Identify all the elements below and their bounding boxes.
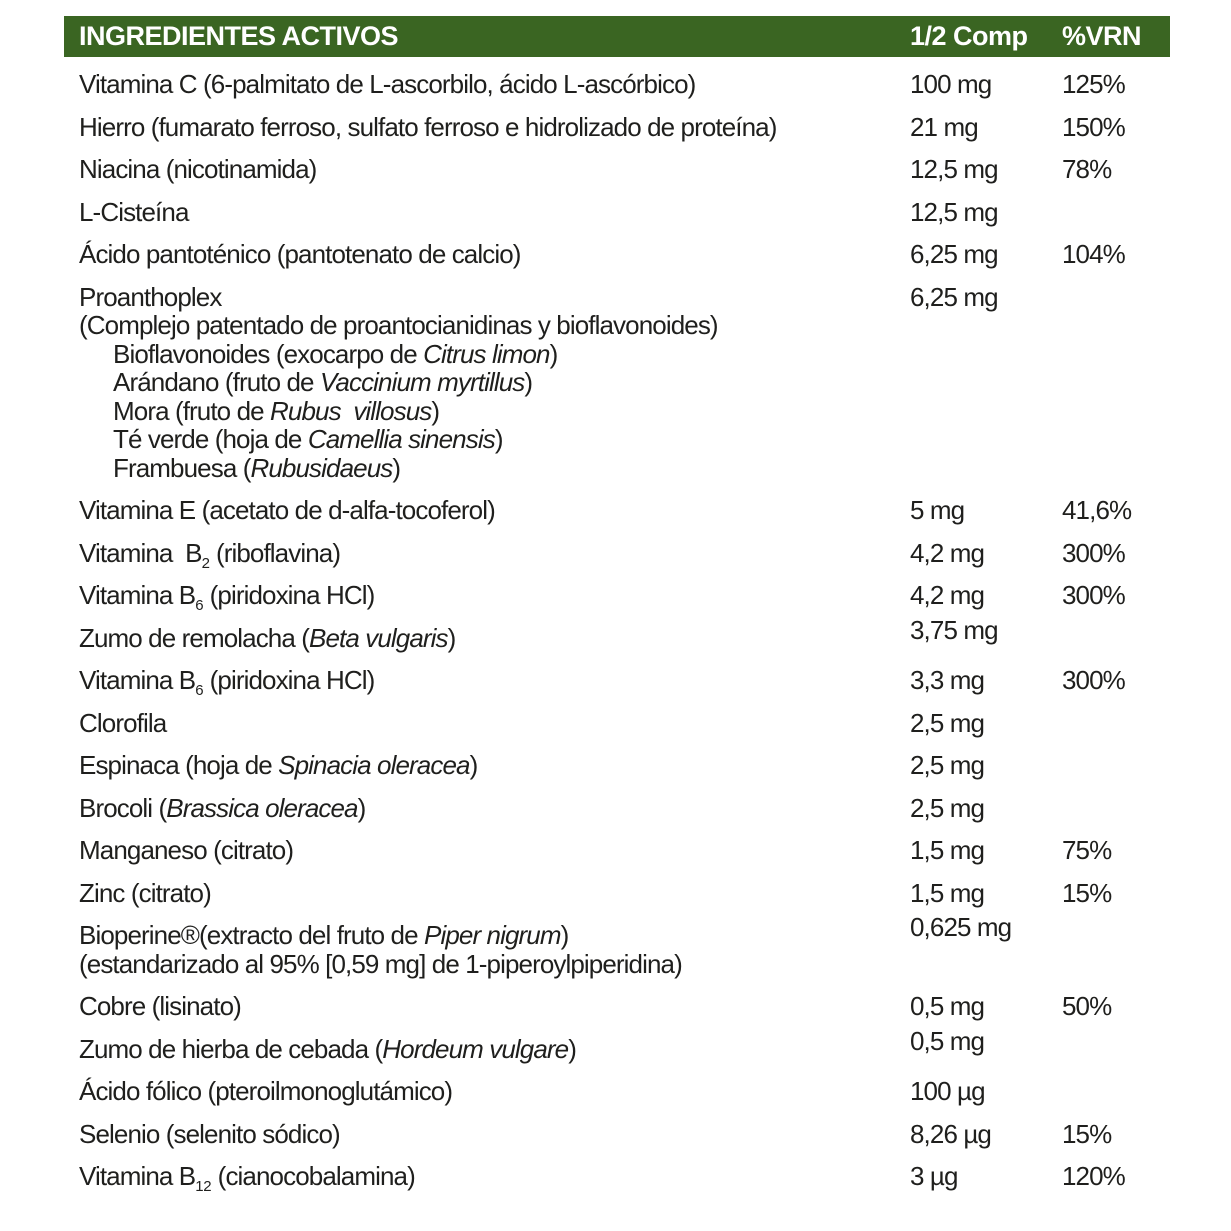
ingredient-line: Zumo de hierba de cebada (Hordeum vulgare) [79,1033,576,1064]
amount-value: 3,75 mg [910,614,998,645]
ingredient-name [64,992,910,1021]
amount-value: 0,625 mg [910,912,1012,942]
table-row [64,580,1170,614]
vrn-value: 125% [1062,69,1125,99]
table-row [64,614,1170,653]
ingredient-line: Vitamina $B_{12}$ (cianocobalamina) [79,1161,415,1195]
table-row [64,709,1170,738]
ingredient-name [64,1120,910,1149]
amount-value: 100 µg [910,1076,985,1106]
ingredient-line: Hierro (fumarato ferroso, sulfato ferroso e hidrolizado de proteína) [79,111,777,142]
ingredient-line: Bioflavonoides (exocarpo de Citrus limon) [113,338,558,369]
ingredient-line: L-Cisteína [79,196,189,227]
ingredient-name [64,879,910,908]
ingredient-name [64,537,910,572]
ingredient-line: Ácido fólico (pteroilmonoglutámico) [79,1076,453,1106]
vrn-value: 15% [1062,877,1112,908]
ingredient-line: Espinaca (hoja de Spinacia oleracea) [79,750,478,780]
ingredient-name [64,113,910,142]
vrn-value: 41,6% [1062,495,1132,525]
table-row [64,794,1170,823]
vrn-value: 120% [1062,1161,1125,1191]
table-row [64,240,1170,269]
ingredient-line: Vitamina $B_6$ (piridoxina HCl) [79,580,375,614]
ingredient-line: Selenio (selenito sódico) [79,1118,340,1149]
ingredient-line: Mora (fruto de Rubus villosus) [113,395,440,426]
table-row [64,1161,1170,1195]
ingredient-line: Ácido pantoténico (pantotenato de calcio) [79,239,521,269]
amount-value: 2,5 mg [910,750,985,780]
table-row [64,992,1170,1021]
ingredient-name [64,665,910,699]
table-row [64,537,1170,572]
ingredient-name [64,794,910,823]
ingredient-line: Zinc (citrato) [79,877,211,908]
ingredient-name [64,283,910,483]
header-ingredients: INGREDIENTES ACTIVOS [79,21,399,51]
ingredient-name [64,921,910,978]
table-row [64,70,1170,99]
amount-value: 8,26 µg [910,1118,991,1149]
table-row [64,836,1170,865]
table-row [64,283,1170,483]
table-row [64,155,1170,184]
table-header [64,16,1170,57]
vrn-value: 300% [1062,580,1125,610]
ingredient-name [64,836,910,865]
table-row [64,879,1170,908]
ingredient-line: Té verde (hoja de Camellia sinensis) [113,424,503,454]
vrn-value: 15% [1062,1118,1112,1149]
amount-value: 21 mg [910,111,978,142]
table-body [64,57,1170,1195]
amount-value: 0,5 mg [910,1025,985,1056]
ingredient-line: Manganeso (citrato) [79,835,294,865]
ingredient-line: Proanthoplex [79,281,222,312]
ingredient-name [64,709,910,738]
vrn-value: 300% [1062,665,1125,695]
amount-value: 2,5 mg [910,792,985,823]
ingredient-line: Arándano (fruto de Vaccinium myrtillus) [113,367,533,397]
ingredient-name [64,1035,910,1064]
ingredient-line: Clorofila [79,707,167,738]
amount-value: 0,5 mg [910,991,985,1021]
amount-value: 6,25 mg [910,239,998,269]
table-row [64,1077,1170,1106]
table-row [64,665,1170,699]
ingredient-name [64,751,910,780]
amount-value: 6,25 mg [910,281,998,312]
amount-value: 5 mg [910,495,965,525]
ingredient-name [64,70,910,99]
amount-value: 3,3 mg [910,665,985,695]
vrn-value: 104% [1062,239,1125,269]
ingredient-line: Vitamina $B_2$ (riboflavina) [79,537,341,572]
header-vrn: %VRN [1062,21,1142,51]
ingredient-name [64,496,910,525]
ingredient-line: Zumo de remolacha (Beta vulgaris) [79,622,456,653]
ingredient-name [64,624,910,653]
ingredient-line: (Complejo patentado de proantocianidinas y bioflavonoides) [79,310,718,340]
ingredient-line: Niacina (nicotinamida) [79,154,317,184]
table-row [64,113,1170,142]
ingredient-name [64,198,910,227]
ingredient-line: Frambuesa (Rubusidaeus) [113,452,401,483]
ingredient-line: (estandarizado al 95% [0,59 mg] de 1-piperoylpiperidina) [79,948,682,979]
table-row [64,751,1170,780]
amount-value: 4,2 mg [910,580,985,610]
vrn-value: 50% [1062,991,1112,1021]
vrn-value: 75% [1062,835,1112,865]
ingredient-line: Bioperine®(extracto del fruto de Piper nigrum) [79,920,569,950]
vrn-value: 150% [1062,111,1125,142]
ingredient-line: Vitamina $B_6$ (piridoxina HCl) [79,665,375,699]
amount-value: 4,2 mg [910,537,985,568]
table-row [64,1120,1170,1149]
amount-value: 12,5 mg [910,196,998,227]
amount-value: 3 µg [910,1161,958,1191]
ingredient-name [64,1161,910,1195]
vrn-value: 78% [1062,154,1112,184]
ingredient-line: Brocoli (Brassica oleracea) [79,792,366,823]
amount-value: 1,5 mg [910,877,985,908]
amount-value: 2,5 mg [910,707,985,738]
table-row [64,198,1170,227]
ingredient-line: Vitamina C (6-palmitato de L-ascorbilo, ácido L-ascórbico) [79,69,696,99]
ingredient-name [64,155,910,184]
vrn-value: 300% [1062,537,1125,568]
ingredient-line: Cobre (lisinato) [79,991,241,1021]
amount-value: 12,5 mg [910,154,998,184]
table-row [64,496,1170,525]
amount-value: 1,5 mg [910,835,985,865]
active-ingredients-table [64,16,1170,1205]
table-row [64,1025,1170,1064]
table-row [64,912,1170,979]
amount-value: 100 mg [910,69,992,99]
ingredient-name [64,580,910,614]
ingredient-name [64,240,910,269]
ingredient-line: Vitamina E (acetato de d-alfa-tocoferol) [79,495,495,525]
header-amount: 1/2 Comp [910,21,1028,51]
ingredient-name [64,1077,910,1106]
